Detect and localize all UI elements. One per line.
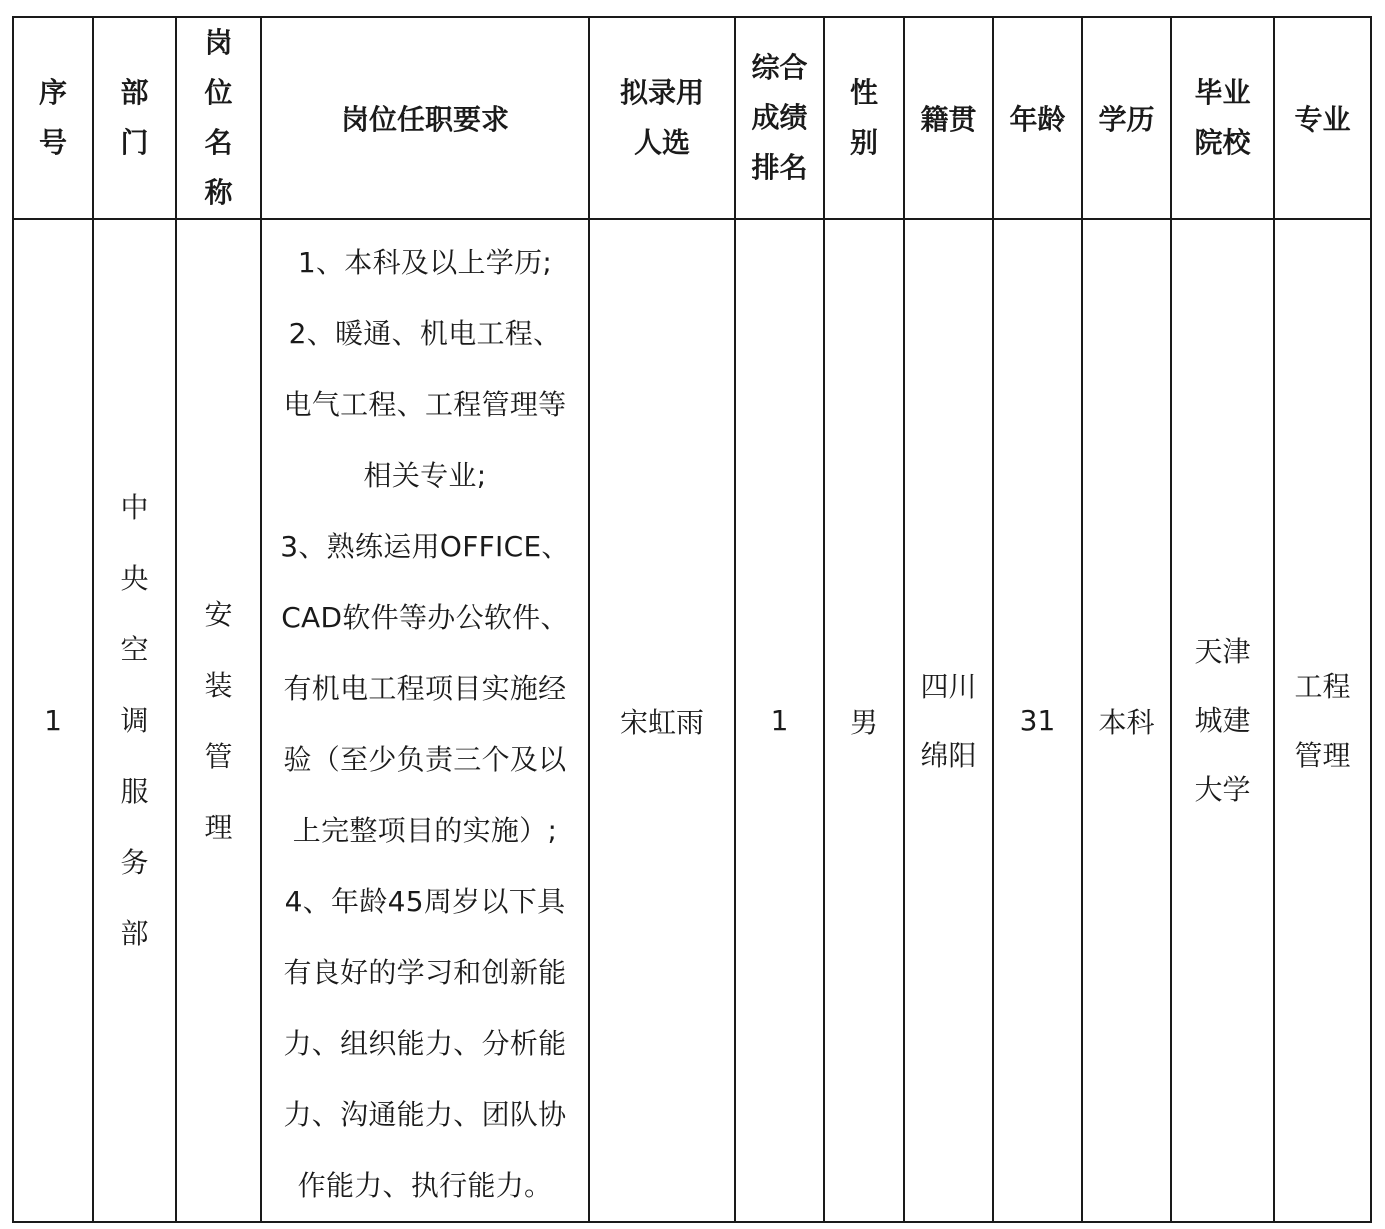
cell-gender: 男 [824,219,904,1222]
requirement-line: 验（至少负责三个及以 [283,743,567,776]
cell-age: 31 [993,219,1082,1222]
cell-hometown: 四川绵阳 [904,219,993,1222]
requirements-text [262,220,588,1221]
header-candidate: 拟录用人选 [589,17,735,219]
header-gender: 性别 [824,17,904,219]
cell-school: 天津城建大学 [1171,219,1274,1222]
requirement-line: 相关专业; [363,459,487,492]
header-school: 毕业院校 [1171,17,1274,219]
requirement-line: 1、本科及以上学历; [297,246,553,279]
header-major: 专业 [1274,17,1371,219]
cell-candidate: 宋虹雨 [589,219,735,1222]
requirement-line: 电气工程、工程管理等 [283,388,567,421]
requirement-line: 3、熟练运用OFFICE、 [280,530,570,563]
requirement-line: 有机电工程项目实施经 [283,672,567,705]
cell-position: 安装管理 [176,219,261,1222]
header-rank: 综合成绩排名 [735,17,824,219]
table-row [13,219,1371,1222]
requirement-line: 作能力、执行能力。 [297,1169,553,1202]
requirement-line: 力、沟通能力、团队协 [283,1098,567,1131]
requirement-line: CAD软件等办公软件、 [281,601,569,634]
cell-education: 本科 [1082,219,1171,1222]
header-education: 学历 [1082,17,1171,219]
requirement-line: 有良好的学习和创新能 [283,956,567,989]
cell-requirements [261,219,589,1222]
recruitment-table [12,16,1372,1223]
cell-rank: 1 [735,219,824,1222]
header-dept: 部门 [93,17,176,219]
header-row [13,17,1371,219]
header-requirements: 岗位任职要求 [261,17,589,219]
requirement-line: 上完整项目的实施）; [292,814,558,847]
requirement-line: 力、组织能力、分析能 [283,1027,567,1060]
header-seq: 序号 [13,17,93,219]
header-position: 岗位名称 [176,17,261,219]
requirement-line: 2、暖通、机电工程、 [288,317,562,350]
cell-dept: 中央空调服务部 [93,219,176,1222]
header-age: 年龄 [993,17,1082,219]
cell-seq: 1 [13,219,93,1222]
requirement-line: 4、年龄45周岁以下具 [284,885,566,918]
cell-major: 工程管理 [1274,219,1371,1222]
header-hometown: 籍贯 [904,17,993,219]
